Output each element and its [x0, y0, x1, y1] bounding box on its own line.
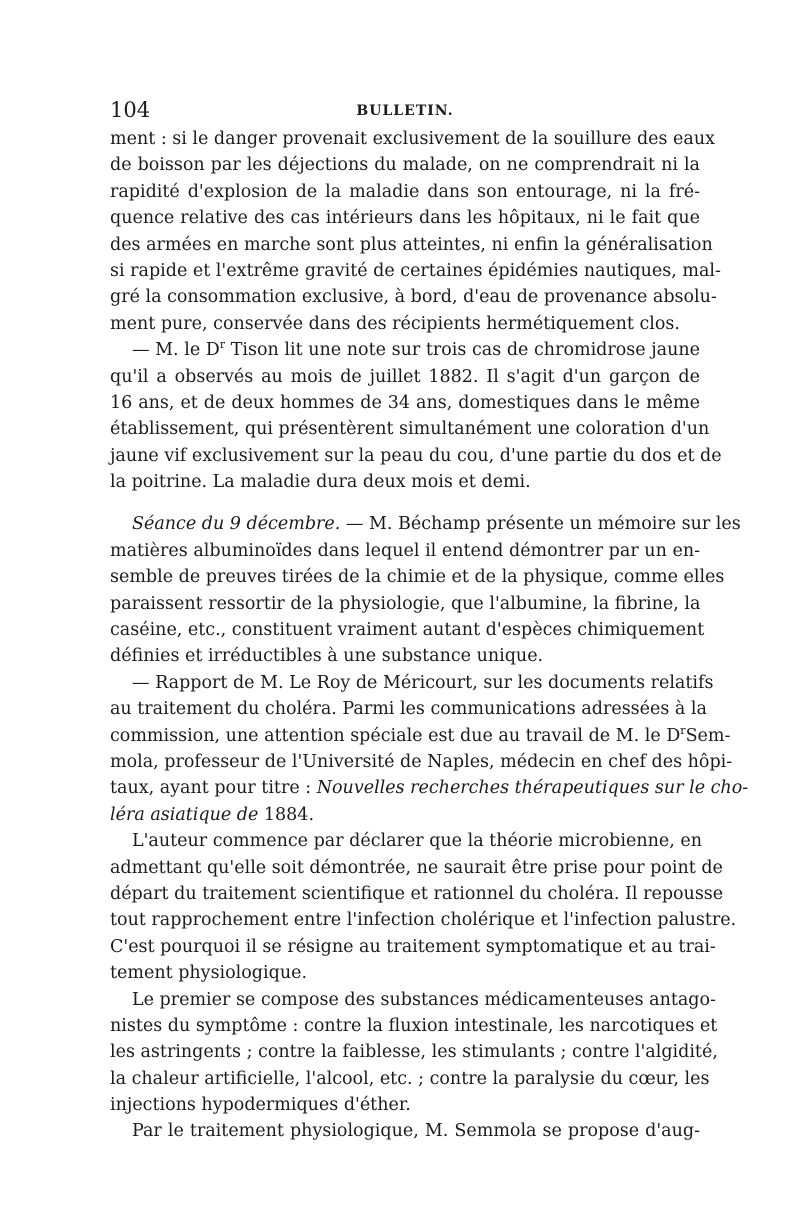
superscript: r — [219, 338, 226, 352]
text-segment: Sem- — [685, 725, 731, 746]
book-title: léra asiatique de — [110, 804, 259, 825]
text-line: gré la consommation exclusive, à bord, d'eau de provenance absolu- — [110, 287, 717, 308]
text-line — [110, 775, 749, 801]
text-line: tout rapprochement entre l'infection cholérique et l'infection palustre. — [110, 910, 737, 931]
text-line: jaune vif exclusivement sur la peau du cou, d'une partie du dos et de — [110, 445, 722, 466]
book-title: Nouvelles recherches thérapeutiques sur le cho- — [316, 778, 749, 799]
text-line: si rapide et l'extrême gravité de certaines épidémies nautiques, mal- — [110, 260, 721, 281]
text-line: qu'il a observés au mois de juillet 1882. Il s'agit d'un garçon de — [110, 366, 700, 387]
page-number: 104 — [110, 98, 151, 122]
superscript: r — [680, 723, 686, 737]
text-line: — Rapport de M. Le Roy de Méricourt, sur les documents relatifs — [132, 672, 714, 693]
text-line: semble de preuves tirées de la chimie et de la physique, comme elles — [110, 567, 725, 588]
text-line: établissement, qui présentèrent simultanément une coloration d'un — [110, 419, 710, 440]
text-line: Par le traitement physiologique, M. Semmola se propose d'aug- — [132, 1121, 700, 1142]
text-line: paraissent ressortir de la physiologie, que l'albumine, la fibrine, la — [110, 593, 701, 614]
text-line: départ du traitement scientifique et rationnel du choléra. Il repousse — [110, 883, 724, 904]
text-line: la poitrine. La maladie dura deux mois et demi. — [110, 472, 531, 493]
paragraph-gap — [110, 495, 700, 511]
text-line — [110, 802, 700, 828]
text-line: injections hypodermiques d'éther. — [110, 1095, 411, 1116]
text-line: matières albuminoïdes dans lequel il entend démontrer par un en- — [110, 540, 700, 561]
text-line — [110, 337, 700, 363]
text-line: la chaleur artificielle, l'alcool, etc. ; contre la paralysie du cœur, les — [110, 1068, 710, 1089]
running-title: BULLETIN. — [356, 103, 454, 119]
text-line: au traitement du choléra. Parmi les communications adressées à la — [110, 699, 707, 720]
text-line: quence relative des cas intérieurs dans les hôpitaux, ni le fait que — [110, 208, 700, 229]
text-line: L'auteur commence par déclarer que la théorie microbienne, en — [132, 831, 702, 852]
text-segment: commission, une attention spéciale est due au travail de M. le D — [110, 725, 681, 746]
text-line: 16 ans, et de deux hommes de 34 ans, domestiques dans le même — [110, 392, 700, 413]
seance-label: Séance du 9 décembre. — [132, 514, 341, 535]
text-segment: taux, ayant pour titre : — [110, 778, 317, 799]
text-line: définies et irréductibles à une substance unique. — [110, 646, 544, 667]
text-line — [110, 723, 731, 749]
text-line: de boisson par les déjections du malade, on ne comprendrait ni la — [110, 155, 700, 176]
text-line: ment pure, conservée dans des récipients hermétiquement clos. — [110, 313, 680, 334]
text-line: caséine, etc., constituent vraiment autant d'espèces chimiquement — [110, 620, 705, 641]
text-line: tement physiologique. — [110, 963, 308, 984]
text-line: les astringents ; contre la faiblesse, les stimulants ; contre l'algidité, — [110, 1042, 718, 1063]
text-line — [110, 511, 741, 537]
text-line: des armées en marche sont plus atteintes, ni enfin la généralisation — [110, 234, 713, 255]
text-line: admettant qu'elle soit démontrée, ne saurait être prise pour point de — [110, 857, 723, 878]
text-segment: 1884. — [258, 804, 315, 825]
text-line: nistes du symptôme : contre la fluxion intestinale, les narcotiques et — [110, 1015, 718, 1036]
text-line: mola, professeur de l'Université de Naples, médecin en chef des hôpi- — [110, 751, 733, 772]
text-segment: Tison lit une note sur trois cas de chromidrose jaune — [225, 340, 700, 361]
text-line: ment : si le danger provenait exclusivement de la souillure des eaux — [110, 129, 715, 149]
text-line: Le premier se compose des substances médicamenteuses antago- — [132, 989, 716, 1010]
text-segment: — M. Béchamp présente un mémoire sur les — [340, 514, 741, 535]
text-line: rapidité d'explosion de la maladie dans son entourage, ni la fré- — [110, 181, 700, 202]
body-text — [110, 126, 749, 1145]
text-line: C'est pourquoi il se résigne au traitement symptomatique et au trai- — [110, 936, 716, 957]
page-header — [110, 98, 700, 124]
text-segment: — M. le D — [132, 340, 220, 361]
